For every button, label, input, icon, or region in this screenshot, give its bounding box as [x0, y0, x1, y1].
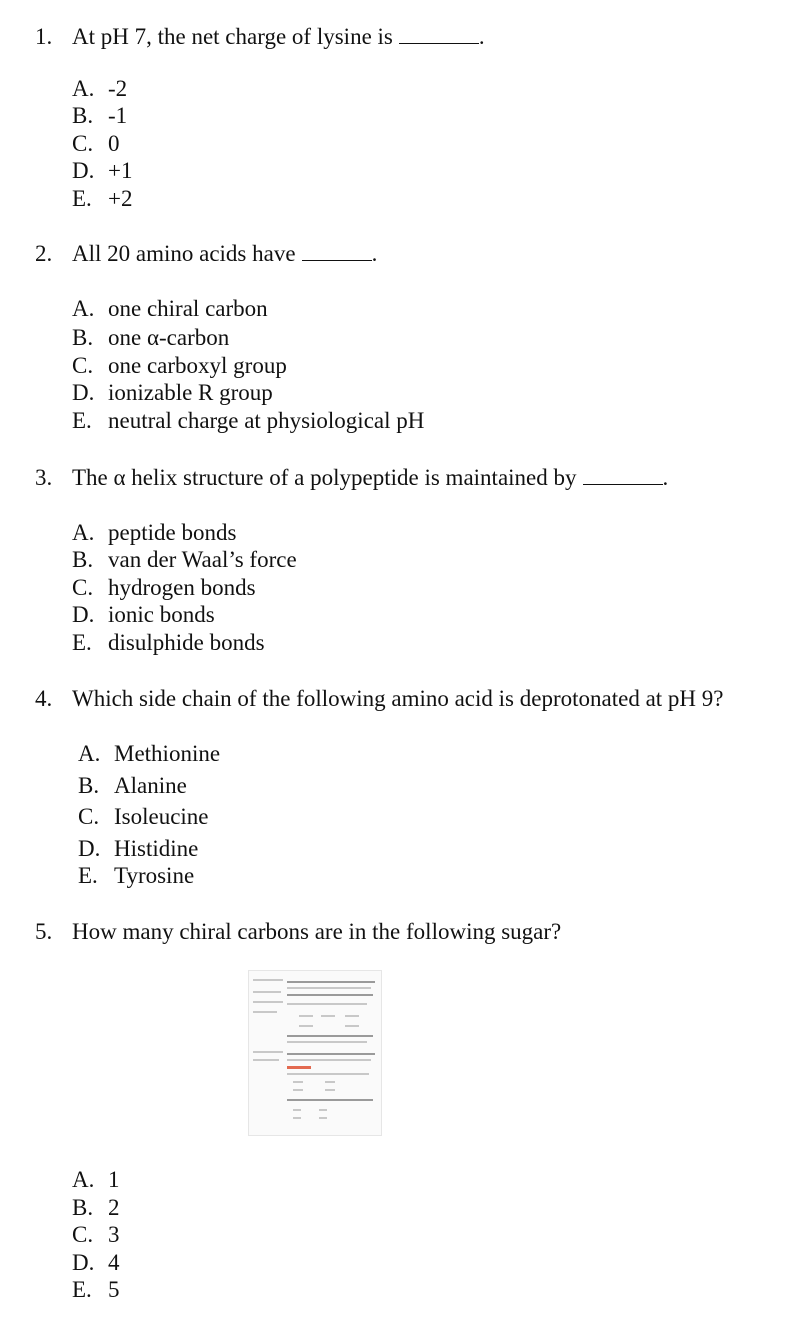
option-text: Histidine: [114, 836, 199, 861]
option-letter: D.: [72, 158, 95, 183]
option-letter: A.: [78, 741, 101, 766]
option-text: ionizable R group: [108, 380, 273, 405]
option-1c[interactable]: [72, 131, 120, 157]
question-text: All 20 amino acids have: [72, 241, 296, 266]
option-letter: C.: [78, 804, 100, 829]
option-5e[interactable]: [72, 1277, 120, 1303]
option-letter: C.: [72, 1222, 94, 1247]
option-text: 1: [108, 1167, 120, 1192]
option-letter: B.: [72, 103, 94, 128]
question-text-wrap: [72, 241, 377, 267]
option-text: -2: [108, 76, 128, 101]
option-letter: D.: [72, 380, 95, 405]
question-text: At pH 7, the net charge of lysine is: [72, 24, 393, 49]
option-text: -1: [108, 103, 128, 128]
option-letter: B.: [72, 325, 94, 350]
question-text-wrap: [72, 465, 668, 491]
option-text: one carboxyl group: [108, 353, 287, 378]
question-text: How many chiral carbons are in the following sugar?: [72, 919, 562, 944]
question-number: 2.: [35, 241, 53, 266]
option-5d[interactable]: [72, 1250, 120, 1276]
question-number: 3.: [35, 465, 53, 490]
option-1e[interactable]: [72, 186, 132, 212]
option-letter: B.: [78, 773, 100, 798]
option-text: peptide bonds: [108, 520, 237, 545]
question-number: 5.: [35, 919, 53, 944]
option-text: 3: [108, 1222, 120, 1247]
option-letter: E.: [72, 186, 92, 211]
question-end: .: [662, 465, 669, 490]
option-text: ionic bonds: [108, 602, 215, 627]
option-letter: D.: [72, 1250, 95, 1275]
option-letter: B.: [72, 1195, 94, 1220]
option-text: Tyrosine: [114, 863, 195, 888]
option-2a[interactable]: [72, 296, 268, 322]
option-text: 4: [108, 1250, 120, 1275]
option-4c[interactable]: [78, 804, 209, 830]
option-letter: E.: [78, 863, 98, 888]
option-text: van der Waal’s force: [108, 547, 297, 572]
option-letter: E.: [72, 630, 92, 655]
answer-blank: [399, 25, 479, 44]
option-3c[interactable]: [72, 575, 256, 601]
option-text: one chiral carbon: [108, 296, 268, 321]
option-letter: A.: [72, 1167, 95, 1192]
option-letter: A.: [72, 76, 95, 101]
question-number: 1.: [35, 24, 53, 49]
question-end: .: [371, 241, 378, 266]
option-text: one α-carbon: [108, 325, 230, 350]
option-letter: C.: [72, 131, 94, 156]
question-text: Which side chain of the following amino acid is deprotonated at pH 9?: [72, 686, 724, 711]
option-4d[interactable]: [78, 836, 198, 862]
option-text: +1: [108, 158, 133, 183]
sugar-structure-image: [248, 970, 382, 1136]
option-text: neutral charge at physiological pH: [108, 408, 425, 433]
option-5c[interactable]: [72, 1222, 120, 1248]
option-letter: A.: [72, 520, 95, 545]
option-letter: C.: [72, 353, 94, 378]
option-letter: C.: [72, 575, 94, 600]
option-text: Methionine: [114, 741, 221, 766]
option-text: 2: [108, 1195, 120, 1220]
question-text: The α helix structure of a polypeptide is maintained by: [72, 465, 577, 490]
option-3b[interactable]: [72, 547, 297, 573]
option-2d[interactable]: [72, 380, 273, 406]
option-3a[interactable]: [72, 520, 236, 546]
option-1a[interactable]: [72, 76, 127, 102]
option-2e[interactable]: [72, 408, 424, 434]
option-letter: E.: [72, 1277, 92, 1302]
option-letter: A.: [72, 296, 95, 321]
option-4b[interactable]: [78, 773, 187, 799]
option-letter: D.: [72, 602, 95, 627]
option-3d[interactable]: [72, 602, 215, 628]
option-letter: B.: [72, 547, 94, 572]
option-text: hydrogen bonds: [108, 575, 256, 600]
question-end: .: [478, 24, 485, 49]
option-letter: E.: [72, 408, 92, 433]
option-text: Alanine: [114, 773, 187, 798]
option-4a[interactable]: [78, 741, 220, 767]
option-text: Isoleucine: [114, 804, 209, 829]
option-3e[interactable]: [72, 630, 265, 656]
question-number: 4.: [35, 686, 53, 711]
option-1d[interactable]: [72, 158, 132, 184]
option-4e[interactable]: [78, 863, 194, 889]
option-2b[interactable]: [72, 325, 229, 351]
answer-blank: [302, 242, 372, 261]
answer-blank: [583, 466, 663, 485]
option-text: 5: [108, 1277, 120, 1302]
option-1b[interactable]: [72, 103, 127, 129]
option-5a[interactable]: [72, 1167, 120, 1193]
option-2c[interactable]: [72, 353, 287, 379]
option-letter: D.: [78, 836, 101, 861]
option-text: 0: [108, 131, 120, 156]
option-text: disulphide bonds: [108, 630, 265, 655]
option-text: +2: [108, 186, 133, 211]
question-text-wrap: [72, 24, 485, 50]
option-5b[interactable]: [72, 1195, 120, 1221]
